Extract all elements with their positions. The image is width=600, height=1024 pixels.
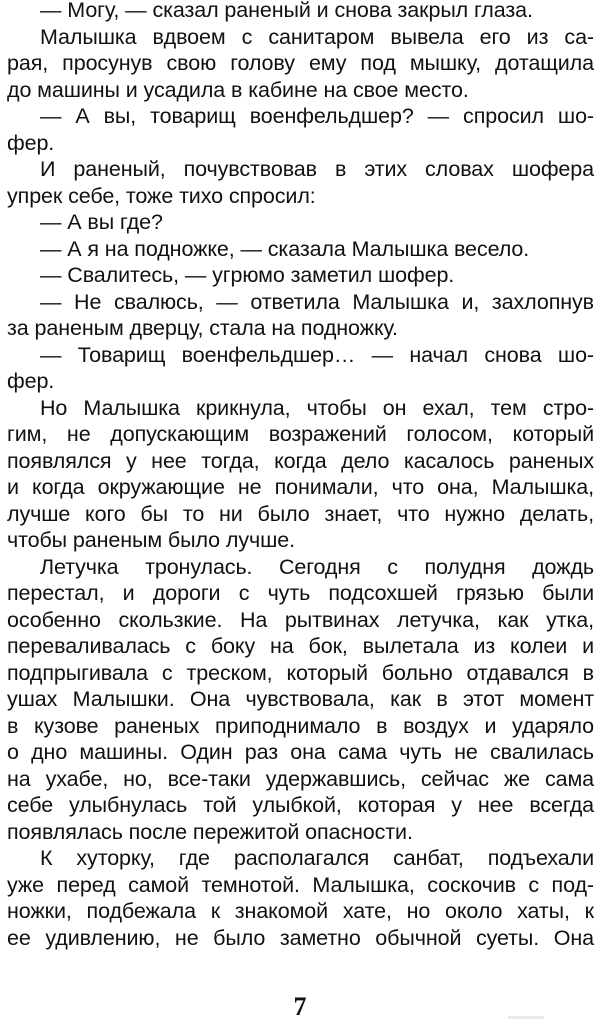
text-line: — Могу, — сказал раненый и снова закрыл глаза. bbox=[40, 0, 533, 22]
text-line: фер. bbox=[7, 369, 55, 393]
text-line: И раненый, почувствовав в этих словах шофера bbox=[40, 157, 594, 181]
text-line: Но Малышка крикнула, чтобы он ехал, тем стро- bbox=[40, 395, 594, 420]
text-line: ушах Малышки. Она чувствовала, как в этот момент bbox=[7, 687, 594, 711]
text-line: ножки, подбежала к знакомой хате, но около хаты, к bbox=[7, 899, 594, 923]
text-line: рая, просунув свою голову ему под мышку, дотащила bbox=[7, 51, 594, 75]
text-line: особенно скользкие. На рытвинах летучка, как утка, bbox=[7, 607, 594, 632]
text-line: переваливалась с боку на бок, вылетала из колеи и bbox=[7, 634, 594, 658]
text-line: подпрыгивала с треском, который больно отдавался в bbox=[7, 660, 594, 685]
text-line: и когда окружающие не понимали, что она, Малышка, bbox=[7, 475, 594, 499]
text-line: чтобы раненым было лучше. bbox=[7, 528, 295, 552]
text-line: появлялась после пережитой опасности. bbox=[7, 819, 413, 844]
text-line: уже перед самой темнотой. Малышка, соскочив с под- bbox=[7, 872, 594, 897]
text-line: ее удивлению, не было заметно обычной суеты. Она bbox=[7, 925, 594, 950]
text-line: К хуторку, где располагался санбат, подъехали bbox=[40, 846, 594, 870]
text-line: — А вы где? bbox=[40, 210, 163, 234]
text-line: гим, не допускающим возражений голосом, который bbox=[7, 422, 594, 446]
text-line: Малышка вдвоем с санитаром вывела его из са- bbox=[40, 24, 594, 49]
text-line: на ухабе, но, все-таки удержавшись, сейчас же сама bbox=[7, 766, 594, 791]
text-line: в кузове раненых приподнимало в воздух и ударяло bbox=[7, 713, 594, 738]
text-line: за раненым дверцу, стала на подножку. bbox=[7, 316, 398, 340]
text-line: — Свалитесь, — угрюмо заметил шофер. bbox=[40, 263, 455, 287]
text-line: появлялся у нее тогда, когда дело касалось раненых bbox=[7, 448, 594, 473]
text-line: о дно машины. Один раз она сама чуть не свалилась bbox=[7, 740, 594, 764]
text-line: лучше кого бы то ни было знает, что нужно делать, bbox=[7, 501, 594, 526]
text-line: — Товарищ военфельдшер… — начал снова шо- bbox=[40, 342, 594, 367]
text-line: фер. bbox=[7, 130, 55, 155]
text-line: — А я на подножке, — сказала Малышка весело. bbox=[40, 236, 530, 261]
text-line: Летучка тронулась. Сегодня с полудня дождь bbox=[40, 554, 594, 579]
text-line: — А вы, товарищ военфельдшер? — спросил шо- bbox=[40, 104, 594, 128]
text-line: до машины и усадила в кабине на свое место. bbox=[7, 77, 469, 102]
body-text bbox=[7, 0, 594, 951]
text-line: перестал, и дороги с чуть подсохшей грязью были bbox=[7, 581, 594, 605]
scan-artifact bbox=[508, 1016, 544, 1019]
page-number: 7 bbox=[293, 992, 307, 1021]
text-line: — Не свалюсь, — ответила Малышка и, захлопнув bbox=[40, 289, 594, 314]
text-line: себе улыбнулась той улыбкой, которая у нее всегда bbox=[7, 793, 594, 817]
text-line: упрек себе, тоже тихо спросил: bbox=[7, 183, 316, 208]
